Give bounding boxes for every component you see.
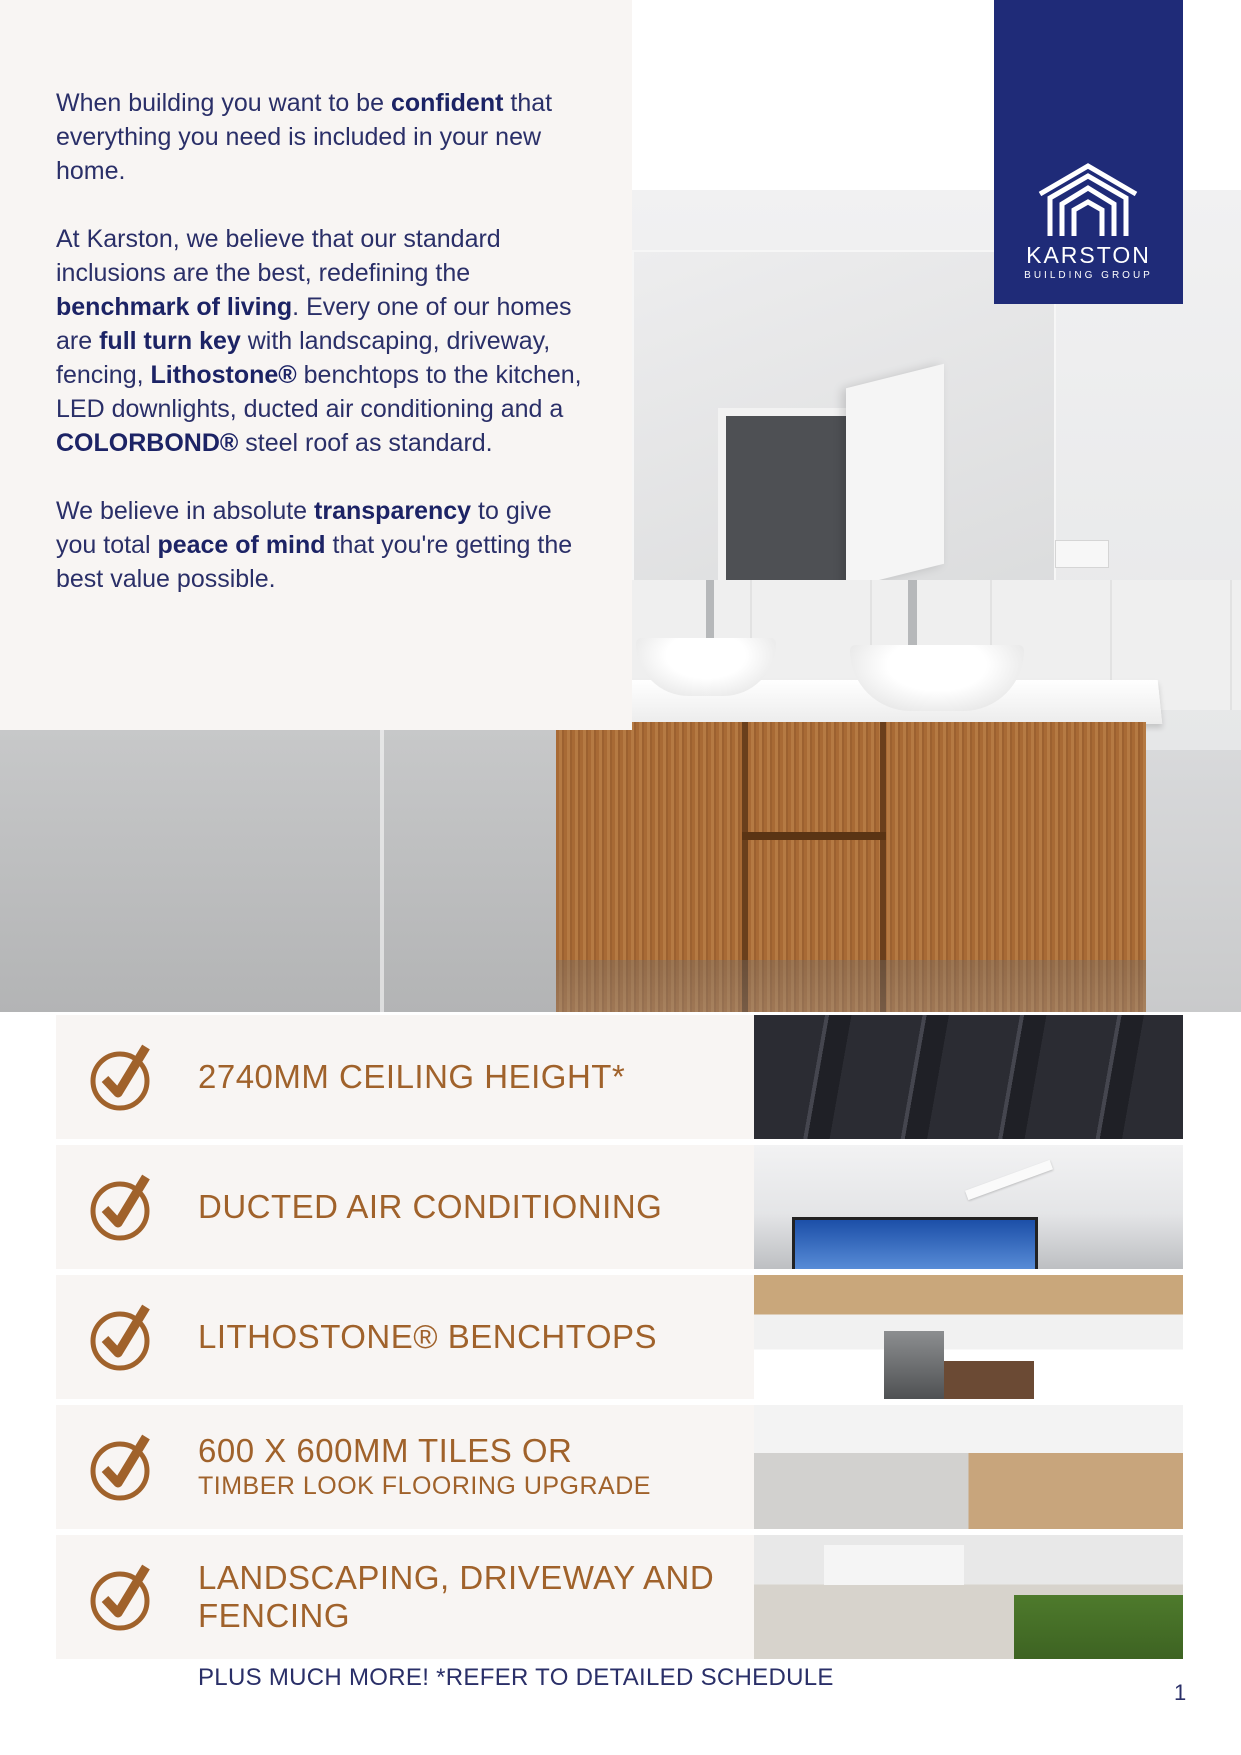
photo-shower-glass xyxy=(380,730,384,1012)
house-roof-icon xyxy=(1036,160,1140,238)
intro-text-segment: that everything you need is included in your new home. xyxy=(56,89,553,185)
photo-floor-shadow xyxy=(556,960,1146,1012)
feature-label xyxy=(198,1535,748,1659)
photo-benchtop xyxy=(558,680,1163,724)
intro-text-segment: to give you total xyxy=(56,497,552,559)
intro-paragraph-3 xyxy=(56,494,586,596)
intro-highlight: confident xyxy=(390,89,504,117)
intro-text-segment: steel roof as standard. xyxy=(238,429,493,457)
karston-logo-block xyxy=(994,0,1183,304)
checkmark-icon xyxy=(90,1561,154,1631)
photo-lawn xyxy=(1014,1595,1183,1659)
photo-wall xyxy=(754,1405,1183,1453)
feature-photo-room xyxy=(754,1145,1183,1269)
intro-highlight: peace of mind xyxy=(157,531,326,559)
photo-garage xyxy=(824,1545,964,1585)
feature-label xyxy=(198,1015,748,1139)
logo-subtitle: BUILDING GROUP xyxy=(1024,270,1153,281)
intro-text-segment: When building you want to be xyxy=(56,89,391,117)
feature-row xyxy=(56,1535,1183,1659)
feature-photo-flooring xyxy=(754,1405,1183,1529)
intro-highlight: Lithostone® xyxy=(150,361,297,389)
photo-tap-right xyxy=(908,580,917,646)
intro-highlight: COLORBOND® xyxy=(56,429,239,457)
feature-label xyxy=(198,1405,748,1529)
feature-label xyxy=(198,1145,748,1269)
checkmark-icon xyxy=(90,1431,154,1501)
intro-highlight: transparency xyxy=(314,497,472,525)
photo-power-outlet xyxy=(1055,540,1109,568)
feature-photo-kitchen xyxy=(754,1275,1183,1399)
vanity-drawer-handle xyxy=(742,832,886,840)
photo-window xyxy=(792,1217,1038,1269)
intro-text-segment: benchtops to the kitchen, LED downlights, ducted air conditioning and a xyxy=(56,361,582,423)
logo-name: KARSTON xyxy=(1026,242,1151,268)
feature-title: LANDSCAPING, DRIVEWAY AND FENCING xyxy=(198,1559,715,1634)
intro-text-segment: At Karston, we believe that our standard inclusions are the best, redefining the xyxy=(56,225,501,287)
photo-ceiling-fan xyxy=(965,1160,1053,1200)
page-number: 1 xyxy=(1174,1680,1187,1705)
photo-floor xyxy=(944,1361,1034,1399)
intro-text-segment: with landscaping, driveway, fencing, xyxy=(56,327,551,389)
checkmark-icon xyxy=(90,1171,154,1241)
photo-oven xyxy=(884,1331,944,1399)
photo-door xyxy=(846,364,944,588)
intro-highlight: benchmark of living xyxy=(56,293,293,321)
feature-photo-house xyxy=(754,1535,1183,1659)
feature-subtitle: TIMBER LOOK FLOORING UPGRADE xyxy=(198,1472,651,1500)
footer-note: PLUS MUCH MORE! *REFER TO DETAILED SCHEDULE xyxy=(198,1664,834,1691)
checkmark-icon xyxy=(90,1041,154,1111)
intro-text-segment: . Every one of our homes are xyxy=(56,293,572,355)
feature-title: 600 X 600MM TILES OR xyxy=(198,1432,573,1469)
photo-doorway xyxy=(718,408,859,594)
intro-paragraph-1 xyxy=(56,86,586,188)
intro-highlight: full turn key xyxy=(99,327,241,355)
intro-text xyxy=(56,86,586,630)
intro-paragraph-2 xyxy=(56,222,586,460)
feature-row xyxy=(56,1015,1183,1139)
photo-tap-left xyxy=(706,580,714,640)
feature-photo-roof xyxy=(754,1015,1183,1139)
feature-label xyxy=(198,1275,748,1399)
feature-title: LITHOSTONE® BENCHTOPS xyxy=(198,1318,658,1355)
feature-row xyxy=(56,1145,1183,1269)
feature-row xyxy=(56,1405,1183,1529)
feature-title: DUCTED AIR CONDITIONING xyxy=(198,1188,663,1225)
intro-text-segment: that you're getting the best value possible. xyxy=(56,531,573,593)
feature-title: 2740MM CEILING HEIGHT* xyxy=(198,1058,626,1095)
intro-panel xyxy=(0,0,632,730)
intro-text-segment: We believe in absolute xyxy=(56,497,315,525)
checkmark-icon xyxy=(90,1301,154,1371)
photo-shower-floor xyxy=(0,730,560,1012)
feature-row xyxy=(56,1275,1183,1399)
